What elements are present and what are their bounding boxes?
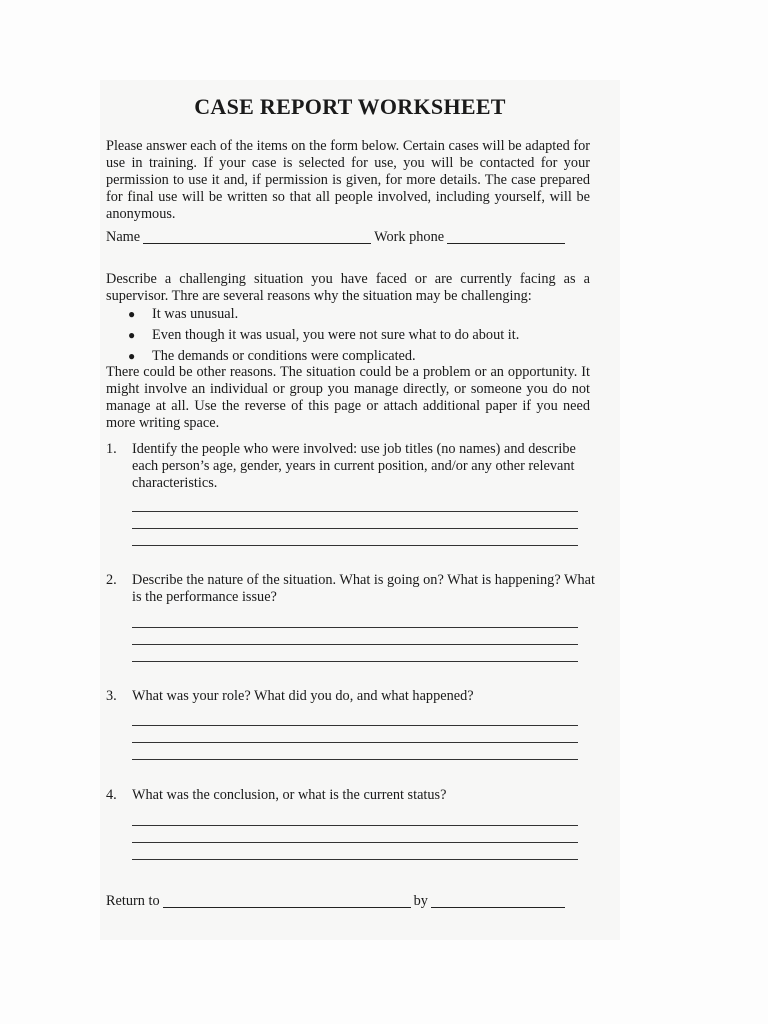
answer-line[interactable]: [132, 742, 578, 743]
intro-paragraph: Please answer each of the items on the form below. Certain cases will be adapted for use in training. If your case is selected for use, you will be contacted for your permission to use it and, if permission is given, for more details. The case prepared for final use will be written so that all people involved, including yourself, will be anonymous.: [106, 138, 590, 222]
by-date-field[interactable]: [431, 894, 565, 908]
answer-line[interactable]: [132, 859, 578, 860]
question-1: 1. Identify the people who were involved: use job titles (no names) and describe each person’s age, gender, years in current position, and/or any other relevant characteristics.: [106, 441, 576, 491]
answer-line[interactable]: [132, 825, 578, 826]
answer-line[interactable]: [132, 545, 578, 546]
describe-paragraph: Describe a challenging situation you have faced or are currently facing as a supervisor. Thre are several reasons why the situation may be challenging:: [106, 271, 590, 304]
name-label: Name: [106, 229, 141, 245]
return-to-field[interactable]: [163, 894, 411, 908]
bullet-icon: ●: [128, 349, 136, 363]
answer-line[interactable]: [132, 528, 578, 529]
reasons-list: [128, 305, 519, 368]
work-phone-label: Work phone: [374, 229, 445, 245]
answer-line[interactable]: [132, 511, 578, 512]
list-item: ● The demands or conditions were complicated.: [128, 347, 519, 368]
bullet-icon: ●: [128, 307, 136, 321]
answer-line[interactable]: [132, 842, 578, 843]
bullet-icon: ●: [128, 328, 136, 342]
answer-line[interactable]: [132, 725, 578, 726]
list-item: ● It was unusual.: [128, 305, 519, 326]
answer-line[interactable]: [132, 644, 578, 645]
answer-line[interactable]: [132, 627, 578, 628]
name-phone-row: [106, 229, 568, 246]
page-title: CASE REPORT WORKSHEET: [194, 94, 506, 119]
list-item: ● Even though it was usual, you were not sure what to do about it.: [128, 326, 519, 347]
question-4: 4. What was the conclusion, or what is the current status?: [106, 787, 447, 803]
by-label: by: [413, 893, 428, 909]
answer-line[interactable]: [132, 661, 578, 662]
return-row: [106, 893, 568, 910]
more-paragraph: There could be other reasons. The situation could be a problem or an opportunity. It might involve an individual or group you manage directly, or someone you do not manage at all. Use the reverse of this page or attach additional paper if you need more writing space.: [106, 364, 590, 431]
return-to-label: Return to: [106, 893, 160, 909]
answer-line[interactable]: [132, 759, 578, 760]
question-3: 3. What was your role? What did you do, and what happened?: [106, 688, 474, 704]
name-field[interactable]: [143, 230, 371, 244]
question-2: 2. Describe the nature of the situation. What is going on? What is happening? What is the performance issue?: [106, 572, 595, 605]
work-phone-field[interactable]: [447, 230, 565, 244]
